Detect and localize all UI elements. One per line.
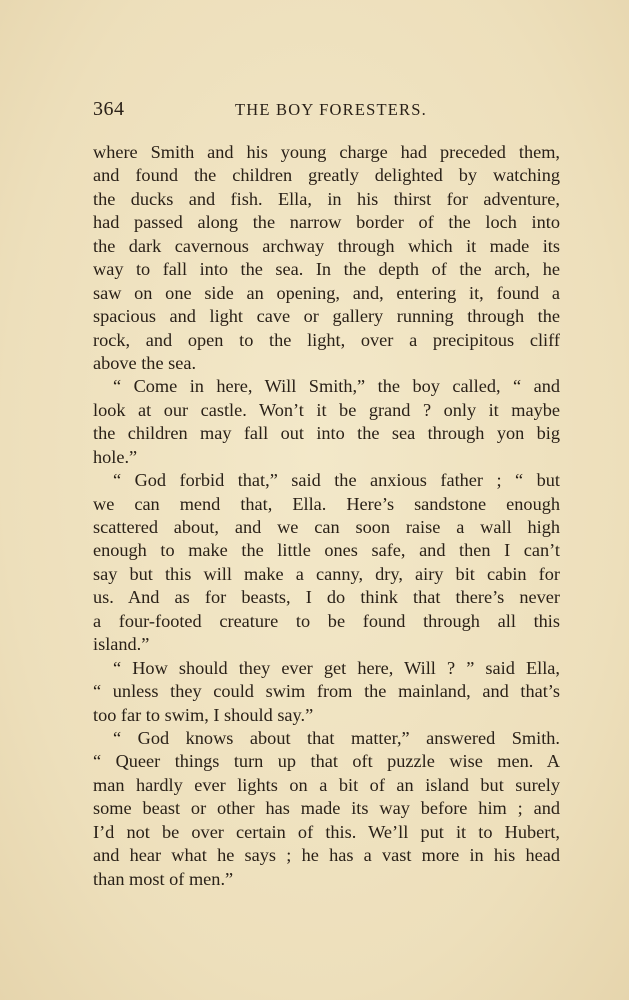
text-line: man hardly ever lights on a bit of an island but surely xyxy=(93,774,560,795)
text-line: “ God forbid that,” said the anxious father ; “ but xyxy=(113,470,560,491)
text-line: scattered about, and we can soon raise a wall high xyxy=(93,517,560,537)
text-line: a four-footed creature to be found through all this xyxy=(93,610,560,631)
text-line: rock, and open to the light, over a precipitous cliff xyxy=(93,329,560,350)
page-number: 364 xyxy=(93,98,125,120)
text-line: “ unless they could swim from the mainland, and that’s xyxy=(93,681,560,702)
text-line: saw on one side an opening, and, entering it, found a xyxy=(93,282,560,303)
body-text xyxy=(93,141,560,891)
text-line: above the sea. xyxy=(93,352,197,373)
text-line: I’d not be over certain of this. We’ll put it to Hubert, xyxy=(93,821,560,842)
text-line: hole.” xyxy=(93,446,138,467)
text-line: and found the children greatly delighted by watching xyxy=(93,165,560,186)
text-line: the dark cavernous archway through which it made its xyxy=(93,235,560,256)
text-line: way to fall into the sea. In the depth of the arch, he xyxy=(93,259,560,280)
text-line: enough to make the little ones safe, and then I can’t xyxy=(93,540,560,561)
page-header xyxy=(93,98,563,128)
text-line: and hear what he says ; he has a vast more in his head xyxy=(93,845,560,866)
text-line: some beast or other has made its way before him ; and xyxy=(93,798,560,819)
text-line: say but this will make a canny, dry, airy bit cabin for xyxy=(93,563,560,584)
text-line: we can mend that, Ella. Here’s sandstone enough xyxy=(93,493,560,514)
text-line: “ Come in here, Will Smith,” the boy called, “ and xyxy=(113,376,560,397)
text-line: spacious and light cave or gallery running through the xyxy=(93,306,560,327)
text-line: than most of men.” xyxy=(93,868,234,889)
text-line: us. And as for beasts, I do think that there’s never xyxy=(93,587,560,608)
text-line: “ God knows about that matter,” answered Smith. xyxy=(113,727,560,748)
text-line: had passed along the narrow border of the loch into xyxy=(93,212,560,233)
text-line: the children may fall out into the sea through yon big xyxy=(93,423,560,444)
text-line: “ How should they ever get here, Will ? ” said Ella, xyxy=(113,657,560,678)
text-line: look at our castle. Won’t it be grand ? only it maybe xyxy=(93,399,560,420)
text-line: “ Queer things turn up that oft puzzle wise men. A xyxy=(93,751,560,772)
text-line: the ducks and fish. Ella, in his thirst for adventure, xyxy=(93,188,560,209)
text-line: too far to swim, I should say.” xyxy=(93,704,314,725)
running-head: THE BOY FORESTERS. xyxy=(235,100,427,119)
text-line: where Smith and his young charge had preceded them, xyxy=(93,142,560,162)
text-line: island.” xyxy=(93,634,150,655)
